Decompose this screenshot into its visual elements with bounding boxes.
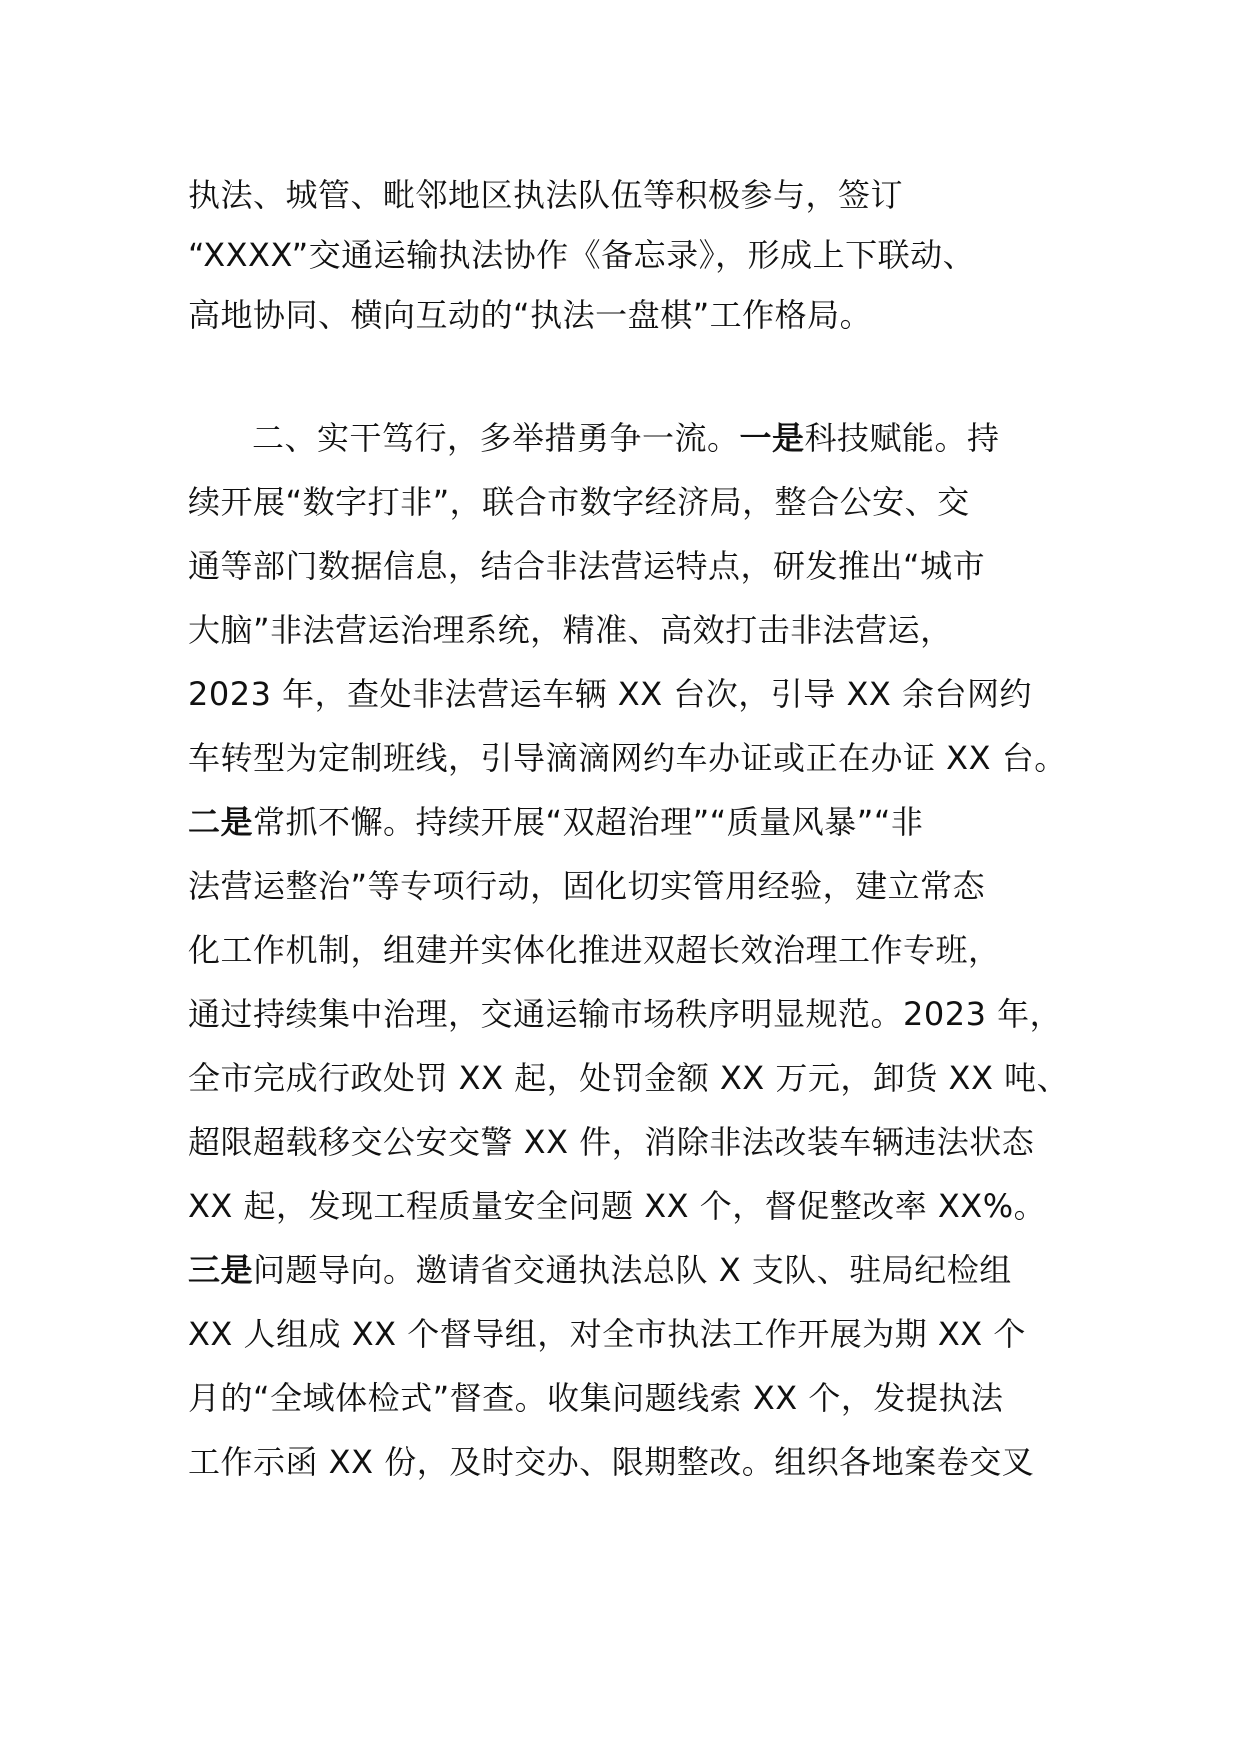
point-marker-second: 二是 (188, 803, 254, 841)
text-line: 高地协同、横向互动的“执法一盘棋”工作格局。 (188, 296, 873, 334)
text-line: 续开展“数字打非”，联合市数字经济局，整合公安、交 (188, 483, 970, 521)
section-heading: 二、实干笃行，多举措勇争一流。 (252, 419, 740, 457)
text-line: “XXXX”交通运输执法协作《备忘录》，形成上下联动、 (188, 236, 976, 274)
text-line: 通过持续集中治理，交通运输市场秩序明显规范。2023 年， (188, 995, 1063, 1033)
text-line: 大脑”非法营运治理系统，精准、高效打击非法营运， (188, 611, 953, 649)
point-title-third: 问题导向。邀请省交通执法总队 X 支队、驻局纪检组 (253, 1251, 1012, 1289)
point-marker-first: 一是 (739, 419, 805, 457)
text-line: XX 起，发现工程质量安全问题 XX 个，督促整改率 XX%。 (188, 1187, 1047, 1225)
text-line: 工作示函 XX 份，及时交办、限期整改。组织各地案卷交叉 (188, 1443, 1035, 1481)
section-heading-line (252, 418, 1000, 458)
text-line: XX 人组成 XX 个督导组，对全市执法工作开展为期 XX 个 (188, 1315, 1026, 1353)
point-title-second: 常抓不懈。持续开展“双超治理”“质量风暴”“非 (253, 803, 924, 841)
text-line (188, 1250, 1012, 1290)
text-line: 车转型为定制班线，引导滴滴网约车办证或正在办证 XX 台。 (188, 739, 1067, 777)
text-line: 法营运整治”等专项行动，固化切实管用经验，建立常态 (188, 867, 986, 905)
text-line: 全市完成行政处罚 XX 起，处罚金额 XX 万元，卸货 XX 吨、 (188, 1059, 1070, 1097)
text-line: 超限超载移交公安交警 XX 件，消除非法改装车辆违法状态 (188, 1123, 1035, 1161)
point-title-first: 科技赋能。持 (804, 419, 1000, 457)
text-line (188, 802, 923, 842)
text-line: 通等部门数据信息，结合非法营运特点，研发推出“城市 (188, 547, 986, 585)
text-line: 2023 年，查处非法营运车辆 XX 台次，引导 XX 余台网约 (188, 675, 1032, 713)
text-line: 化工作机制，组建并实体化推进双超长效治理工作专班， (188, 931, 1001, 969)
text-line: 执法、城管、毗邻地区执法队伍等积极参与，签订 (188, 176, 904, 214)
text-line: 月的“全域体检式”督查。收集问题线索 XX 个，发提执法 (188, 1379, 1004, 1417)
point-marker-third: 三是 (188, 1251, 254, 1289)
